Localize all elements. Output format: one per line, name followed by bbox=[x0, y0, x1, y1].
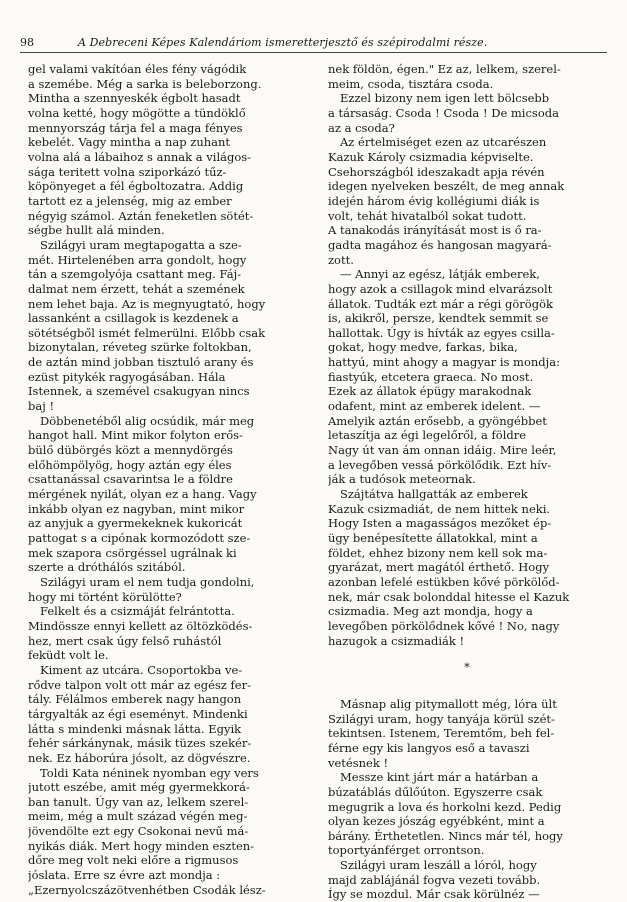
text-line: toportyánférget orrontson. bbox=[328, 843, 485, 858]
text-line: lassanként a csillagok is kezdenek a bbox=[28, 311, 239, 326]
text-line: a szemébe. Még a sarka is beleborzong. bbox=[28, 76, 262, 91]
text-line: jutott eszébe, amit még gyermekkorá- bbox=[28, 780, 250, 795]
text-line: Ezzel bizony nem igen lett bölcsebb bbox=[340, 91, 550, 106]
text-line: Hogy Isten a magasságos mezőket ép- bbox=[328, 516, 552, 531]
text-line: hallottak. Úgy is hívták az egyes csilla- bbox=[328, 325, 555, 340]
text-line: feküdt volt le. bbox=[28, 648, 109, 663]
text-line: tály. Félálmos emberek nagy hangon bbox=[28, 692, 242, 707]
text-line: fehér sárkánynak, másik tüzes szekér- bbox=[28, 736, 252, 751]
text-line: gyarázat, mert magától érthető. Hogy bbox=[328, 560, 550, 575]
text-line: állatok. Tudták ezt már a régi görögök bbox=[328, 296, 553, 311]
text-line: dalmat nem érzett, tehát a szemének bbox=[28, 281, 245, 296]
text-line: vetésnek ! bbox=[328, 755, 389, 770]
text-line: Csehországból ideszakadt apja révén bbox=[328, 164, 545, 179]
text-line: Mintha a szennyeskék égbolt hasadt bbox=[28, 91, 241, 106]
text-line: Döbbenetéből alig ocsúdik, már meg bbox=[40, 413, 255, 428]
text-line: csattanással csavarintsa le a földre bbox=[28, 472, 233, 487]
text-line: köpönyeget a fél égboltozatra. Addig bbox=[28, 179, 244, 194]
text-line: odafent, mint az emberek idelent. — bbox=[328, 399, 541, 414]
text-line: búzatáblás dűlőúton. Egyszerre csak bbox=[328, 784, 543, 799]
text-line: majd zablájánál fogva vezeti tovább. bbox=[328, 872, 541, 887]
text-line: a levegőben vessá pörkölődik. Ezt hív- bbox=[328, 457, 552, 472]
text-line: nem lehet baja. Az is megnyugtató, hogy bbox=[28, 296, 266, 311]
page-header bbox=[20, 36, 607, 53]
text-line: szerte a dróthálós szitából. bbox=[28, 560, 186, 575]
text-line: „Ezernyolcszázötvenhétben Csodák lész- bbox=[28, 882, 266, 897]
text-line: inkább olyan ez nagyban, mint mikor bbox=[28, 501, 245, 516]
page-number: 98 bbox=[20, 36, 34, 49]
text-line: nek földön, égen." Ez az, lelkem, szerel- bbox=[328, 62, 561, 76]
text-line: Így se mozdul. Már csak körülnéz — bbox=[328, 887, 540, 902]
text-line: Kiment az utcára. Csoportokba ve- bbox=[40, 662, 243, 677]
text-line: nek. Ez háborúra jósolt, az dögvészre. bbox=[28, 750, 251, 765]
text-line: is, akikről, persze, kendtek semmit se bbox=[328, 311, 549, 326]
text-line: ügy benépesítette állatokkal, mint a bbox=[328, 531, 538, 545]
text-line: tán a szemgolyója csattant meg. Fáj- bbox=[28, 267, 242, 282]
text-line: gadta magához és hangosan magyará- bbox=[328, 237, 552, 252]
text-line: mét. Hirtelenében arra gondolt, hogy bbox=[28, 252, 247, 267]
text-line: Szilágyi uram, hogy tanyája körül szét- bbox=[328, 711, 555, 726]
text-line: fiastyúk, etcetera graeca. No most. bbox=[328, 369, 534, 384]
text-line: gokat, hogy medve, farkas, bika, bbox=[328, 340, 518, 355]
text-line: ségbe hullt alá minden. bbox=[28, 223, 165, 238]
text-line: megugrik a lova és horkolni kezd. Pedig bbox=[328, 799, 562, 814]
text-line: nek, már csak bolonddal hitesse el Kazuk bbox=[328, 589, 570, 604]
left-column bbox=[28, 62, 306, 897]
text-line: idején három évig kollégiumi diák is bbox=[328, 193, 540, 208]
right-column bbox=[328, 62, 606, 902]
text-line: Ezek az állatok épügy marakodnak bbox=[328, 384, 532, 399]
text-line: az a csoda? bbox=[328, 120, 395, 135]
text-line: letaszítja az égi legelőről, a földre bbox=[328, 428, 527, 443]
text-line: négyig számol. Aztán feneketlen sötét- bbox=[28, 208, 254, 223]
text-line: Istennek, a szemével csakugyan nincs bbox=[28, 384, 250, 399]
text-line: volna alá a lábaihoz s annak a világos- bbox=[28, 149, 252, 164]
text-line: Az értelmiséget ezen az utcarészen bbox=[340, 135, 547, 150]
text-line: hattyú, mint ahogy a magyar is mondja: bbox=[328, 355, 560, 370]
text-line: volna ketté, hogy mögötte a tündöklő bbox=[28, 105, 246, 120]
text-line: ják a tudósok meteornak. bbox=[328, 472, 476, 487]
text-line: sötétségből ismét felmerülni. Előbb csak bbox=[28, 325, 266, 340]
text-line: pattogat s a cipónak kormozódott sze- bbox=[28, 531, 251, 545]
text-line: bizonytalan, réveteg szürke foltokban, bbox=[28, 340, 252, 355]
text-line: nyikás diák. Mert hogy minden eszten- bbox=[28, 838, 255, 853]
text-line: csizmadia. Meg azt mondja, hogy a bbox=[328, 604, 533, 619]
text-line: tárgyalták az égi eseményt. Mindenki bbox=[28, 706, 248, 721]
text-line: Szilágyi uram el nem tudja gondolni, bbox=[40, 574, 255, 589]
text-line: az anyjuk a gyermekeknek kukoricát bbox=[28, 516, 243, 531]
text-line: zott. bbox=[328, 252, 354, 267]
text-line: Amelyik aztán erősebb, a gyöngébbet bbox=[328, 413, 547, 428]
text-line: azonban lefelé estükben kővé pörkölőd- bbox=[328, 574, 560, 589]
text-line: de aztán mind jobban tisztuló arany és bbox=[28, 355, 254, 370]
text-line: Másnap alig pitymallott még, lóra ült bbox=[340, 696, 557, 711]
text-line: idegen nyelveken beszélt, de meg annak bbox=[328, 179, 565, 194]
text-line: gel valami vakítóan éles fény vágódik bbox=[28, 62, 247, 76]
text-line: hazugok a csizmadiák ! bbox=[328, 633, 465, 648]
text-line: — Annyi az egész, látják emberek, bbox=[340, 267, 540, 282]
text-line: tartott ez a jelenség, mig az ember bbox=[28, 193, 232, 208]
text-line: Toldi Kata néninek nyomban egy vers bbox=[40, 765, 259, 780]
text-line: hogy azok a csillagok mind elvarázsolt bbox=[328, 281, 553, 296]
text-line: kebelét. Vagy mintha a nap zuhant bbox=[28, 135, 231, 150]
text-line: Szilágyi uram megtapogatta a sze- bbox=[40, 237, 242, 252]
text-line: Messze kint járt már a határban a bbox=[340, 770, 539, 785]
text-line: Felkelt és a csizmáját felrántotta. bbox=[40, 604, 235, 619]
text-line: dőre meg volt neki előre a rigmusos bbox=[28, 853, 239, 868]
text-line: ban tanult. Úgy van az, lelkem szerel- bbox=[28, 794, 249, 809]
text-line: meim, még a mult század végén meg- bbox=[28, 809, 248, 824]
text-line: mérgének nyilát, olyan ez a hang. Vagy bbox=[28, 487, 257, 502]
text-line: jövendölte ezt egy Csokonai nevű má- bbox=[28, 824, 249, 839]
text-line: mek szapora csörgéssel ugrálnak ki bbox=[28, 545, 237, 560]
text-line: jóslata. Erre sz évre azt mondja : bbox=[28, 868, 221, 883]
text-line: Szájtátva hallgatták az emberek bbox=[340, 487, 528, 502]
text-line: meim, csoda, tisztára csoda. bbox=[328, 76, 494, 91]
text-line: hogy mi történt körülötte? bbox=[28, 589, 182, 604]
text-line: hez, mert csak úgy felső ruhástól bbox=[28, 633, 222, 648]
text-line: férne egy kis langyos eső a tavaszi bbox=[328, 740, 530, 755]
text-line: Nagy út van ám onnan idáig. Mire leér, bbox=[328, 443, 557, 458]
text-line: előhömpölyög, hogy aztán egy éles bbox=[28, 457, 232, 472]
text-line: Kazuk Károly csizmadia képviselte. bbox=[328, 149, 534, 164]
text-line: rődve talpon volt ott már az egész fer- bbox=[28, 677, 251, 692]
text-line: A tanakodás irányítását most is ő ra- bbox=[328, 223, 542, 238]
text-line: látta s mindenki másnak látta. Egyik bbox=[28, 721, 242, 736]
text-line: sága teritett volna sziporkázó tűz- bbox=[28, 164, 227, 179]
running-title: A Debreceni Képes Kalendáriom ismeretterjesztő és szépirodalmi része. bbox=[78, 36, 488, 49]
text-line: a társaság. Csoda ! Csoda ! De micsoda bbox=[328, 105, 559, 120]
text-line: Kazuk csizmadiát, de nem hittek neki. bbox=[328, 501, 551, 516]
text-line: tekintsen. Istenem, Teremtőm, beh fel- bbox=[328, 726, 555, 741]
text-line: volt, tehát hivatalból sokat tudott. bbox=[328, 208, 527, 223]
text-line: baj ! bbox=[28, 399, 55, 414]
text-line: ezüst pitykék ragyogásában. Hála bbox=[28, 369, 226, 384]
text-line: mennyország tárja fel a maga fényes bbox=[28, 120, 243, 135]
text-line: levegőben pörkölődnek kővé ! No, nagy bbox=[328, 618, 560, 633]
text-line: olyan kezes jószág egyébként, mint a bbox=[328, 814, 545, 829]
text-line: bárány. Érthetetlen. Nincs már tél, hogy bbox=[328, 828, 563, 843]
section-separator: * bbox=[464, 660, 470, 675]
text-line: Mindössze ennyi kellett az öltözködés- bbox=[28, 618, 253, 633]
text-line: hangot hall. Mint mikor folyton erős- bbox=[28, 428, 243, 443]
text-line: bülő dübörgés közt a mennydörgés bbox=[28, 443, 233, 458]
text-line: földet, ehhez bizony nem kell sok ma- bbox=[328, 545, 548, 560]
text-line: Szilágyi uram leszáll a lóról, hogy bbox=[340, 858, 537, 873]
